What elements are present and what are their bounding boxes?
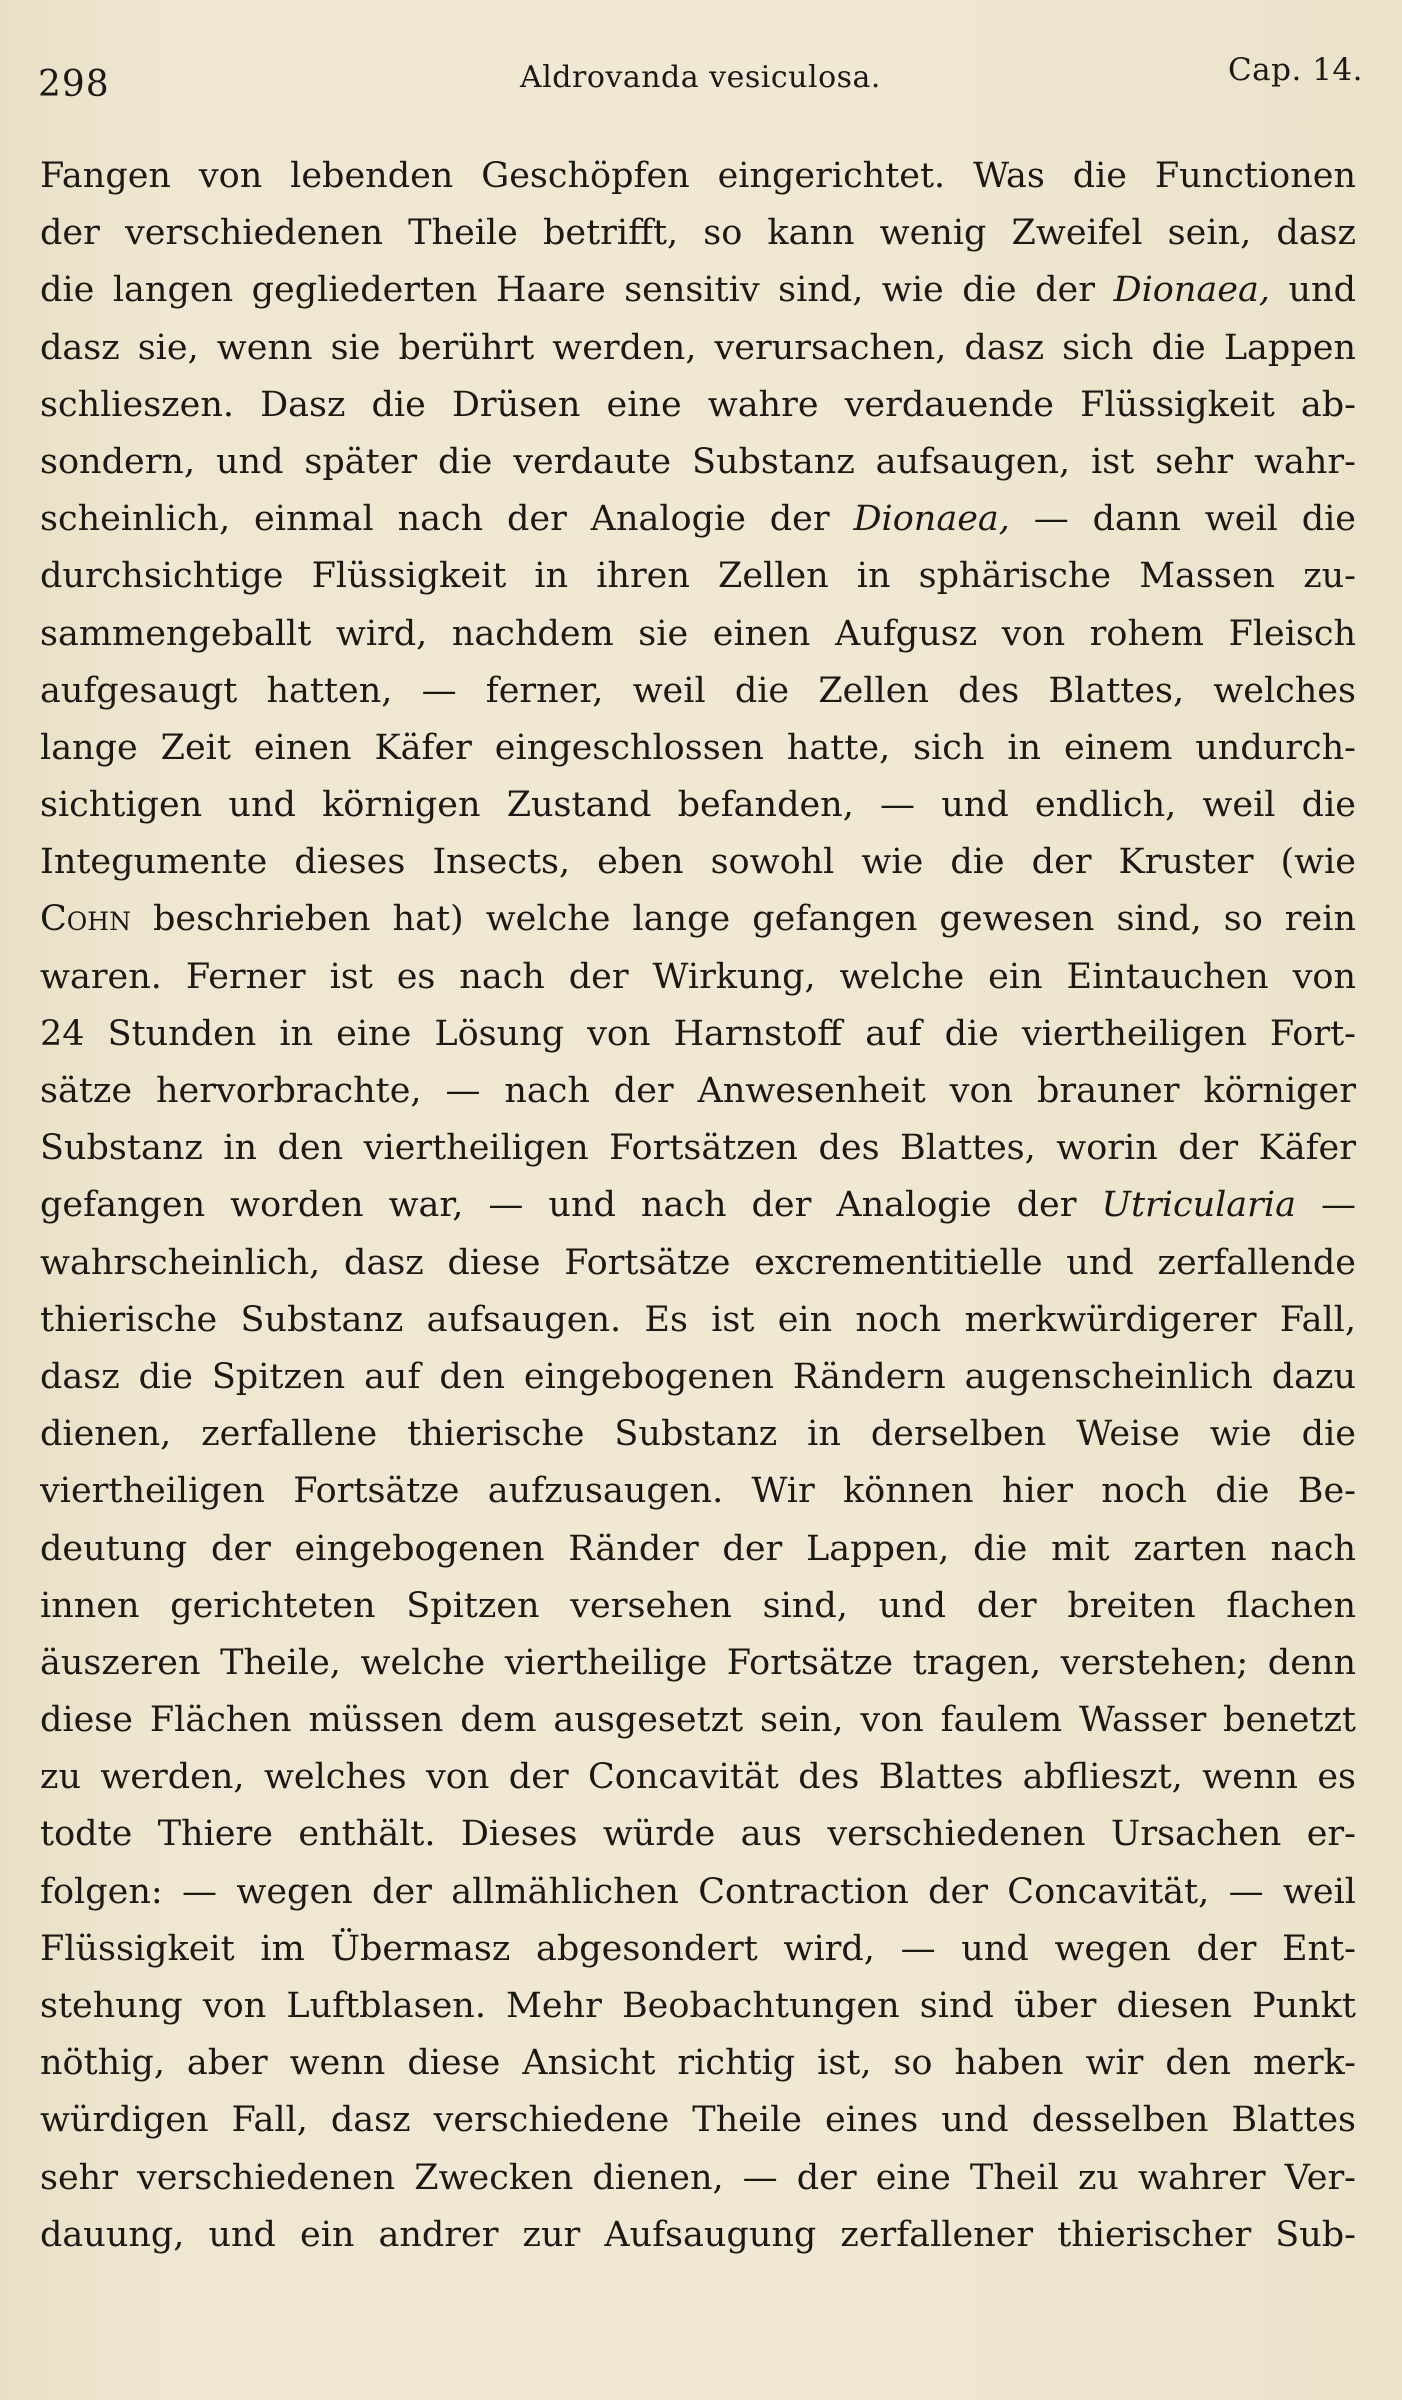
text-segment: viertheiligen Fortsätze aufzusaugen. Wir können hier noch die Be- <box>40 1471 1356 1512</box>
text-segment: Fangen von lebenden Geschöpfen eingerichtet. Was die Functionen <box>40 156 1356 196</box>
text-line <box>40 606 1356 663</box>
text-segment: zu werden, welches von der Concavität des Blattes abflieszt, wenn es <box>40 1757 1356 1798</box>
text-segment: 24 Stunden in eine Lösung von Harnstoff auf die viertheiligen Fort- <box>40 1013 1356 1054</box>
text-segment: Integumente dieses Insects, eben sowohl wie die der Kruster (wie <box>40 842 1356 883</box>
text-segment: scheinlich, einmal nach der Analogie der <box>40 499 854 540</box>
text-segment: — dann weil die <box>1009 499 1356 540</box>
text-line <box>40 1006 1356 1063</box>
text-segment: äuszeren Theile, welche viertheilige Fortsätze tragen, verstehen; denn <box>40 1642 1356 1683</box>
text-segment: Substanz in den viertheiligen Fortsätzen des Blattes, worin der Käfer <box>40 1128 1356 1169</box>
text-line <box>40 1235 1356 1292</box>
text-segment: Flüssigkeit im Übermasz abgesondert wird, — und wegen der Ent- <box>40 1928 1356 1969</box>
text-line <box>40 1521 1356 1578</box>
text-segment: durchsichtige Flüssigkeit in ihren Zellen in sphärische Massen zu- <box>40 556 1356 597</box>
text-line <box>40 1749 1356 1806</box>
text-line <box>40 1692 1356 1749</box>
text-line <box>40 434 1356 491</box>
text-line <box>40 1463 1356 1520</box>
text-segment: beschrieben hat) welche lange gefangen gewesen sind, so rein <box>130 899 1356 940</box>
text-segment: sätze hervorbrachte, — nach der Anwesenheit von brauner körniger <box>40 1071 1356 1111</box>
text-segment: und <box>1269 270 1356 311</box>
text-line <box>40 720 1356 777</box>
text-segment: sehr verschiedenen Zwecken dienen, — der eine Theil zu wahrer Ver- <box>40 2157 1356 2198</box>
text-line <box>40 777 1356 834</box>
text-line <box>40 1063 1356 1120</box>
text-line <box>40 262 1356 319</box>
text-segment: wahrscheinlich, dasz diese Fortsätze excrementitielle und zerfallende <box>40 1242 1356 1283</box>
italic-term: Utricularia <box>1101 1185 1296 1226</box>
running-title: Aldrovanda vesiculosa. <box>520 60 881 95</box>
text-line <box>40 663 1356 720</box>
text-segment: innen gerichteten Spitzen versehen sind, und der breiten flachen <box>40 1585 1356 1626</box>
text-segment: aufgesaugt hatten, — ferner, weil die Zellen des Blattes, welches <box>40 670 1356 711</box>
text-segment: sammengeballt wird, nachdem sie einen Aufgusz von rohem Fleisch <box>40 613 1356 654</box>
text-line <box>40 949 1356 1006</box>
text-line <box>40 1921 1356 1978</box>
text-line <box>40 2207 1356 2264</box>
text-line <box>40 548 1356 605</box>
text-segment: dienen, zerfallene thierische Substanz in derselben Weise wie die <box>40 1414 1356 1455</box>
text-line <box>40 1578 1356 1635</box>
text-segment: diese Flächen müssen dem ausgesetzt sein, von faulem Wasser benetzt <box>40 1700 1356 1741</box>
text-segment: deutung der eingebogenen Ränder der Lappen, die mit zarten nach <box>40 1528 1356 1569</box>
author-name: Cohn <box>40 899 131 940</box>
text-segment: waren. Ferner ist es nach der Wirkung, welche ein Eintauchen von <box>40 956 1356 997</box>
text-segment: — <box>1295 1185 1356 1226</box>
text-line <box>40 834 1356 891</box>
text-line <box>40 2150 1356 2207</box>
text-segment: stehung von Luftblasen. Mehr Beobachtungen sind über diesen Punkt <box>40 1986 1356 2026</box>
text-segment: der verschiedenen Theile betrifft, so kann wenig Zweifel sein, dasz <box>40 213 1356 254</box>
text-line <box>40 2035 1356 2092</box>
text-segment: gefangen worden war, — und nach der Analogie der <box>40 1185 1102 1226</box>
text-segment: dauung, und ein andrer zur Aufsaugung zerfallener thierischer Sub- <box>40 2214 1356 2255</box>
text-segment: dasz sie, wenn sie berührt werden, verursachen, dasz sich die Lappen <box>40 327 1356 368</box>
page-number: 298 <box>38 64 110 105</box>
text-segment: folgen: — wegen der allmählichen Contraction der Concavität, — weil <box>40 1871 1356 1912</box>
text-line <box>40 2092 1356 2149</box>
text-segment: thierische Substanz aufsaugen. Es ist ein noch merkwürdigerer Fall, <box>40 1299 1356 1340</box>
text-segment: schlieszen. Dasz die Drüsen eine wahre verdauende Flüssigkeit ab- <box>40 384 1356 425</box>
chapter-label: Cap. 14. <box>1227 52 1363 88</box>
text-line <box>40 320 1356 377</box>
text-segment: nöthig, aber wenn diese Ansicht richtig ist, so haben wir den merk- <box>40 2043 1356 2084</box>
text-segment: todte Thiere enthält. Dieses würde aus verschiedenen Ursachen er- <box>40 1814 1356 1855</box>
text-line <box>40 1349 1356 1406</box>
text-line <box>40 1120 1356 1177</box>
text-line <box>40 491 1356 548</box>
text-line <box>40 1635 1356 1692</box>
text-line <box>40 891 1356 948</box>
italic-term: Dionaea, <box>1113 270 1270 311</box>
text-segment: sondern, und später die verdaute Substanz aufsaugen, ist sehr wahr- <box>40 441 1356 482</box>
text-line <box>40 1406 1356 1463</box>
text-segment: würdigen Fall, dasz verschiedene Theile eines und desselben Blattes <box>40 2100 1356 2141</box>
body-text <box>40 148 1356 2264</box>
text-line <box>40 148 1356 205</box>
text-line <box>40 1864 1356 1921</box>
running-header <box>38 50 1363 110</box>
text-segment: sichtigen und körnigen Zustand befanden, — und endlich, weil die <box>40 785 1356 826</box>
text-line <box>40 377 1356 434</box>
italic-term: Dionaea, <box>853 499 1010 540</box>
text-line <box>40 1292 1356 1349</box>
text-line <box>40 205 1356 262</box>
text-line <box>40 1978 1356 2035</box>
text-line <box>40 1806 1356 1863</box>
text-segment: dasz die Spitzen auf den eingebogenen Rändern augenscheinlich dazu <box>40 1356 1356 1397</box>
text-line <box>40 1177 1356 1234</box>
text-segment: die langen gegliederten Haare sensitiv sind, wie die der <box>40 270 1114 311</box>
text-segment: lange Zeit einen Käfer eingeschlossen hatte, sich in einem undurch- <box>40 727 1356 768</box>
